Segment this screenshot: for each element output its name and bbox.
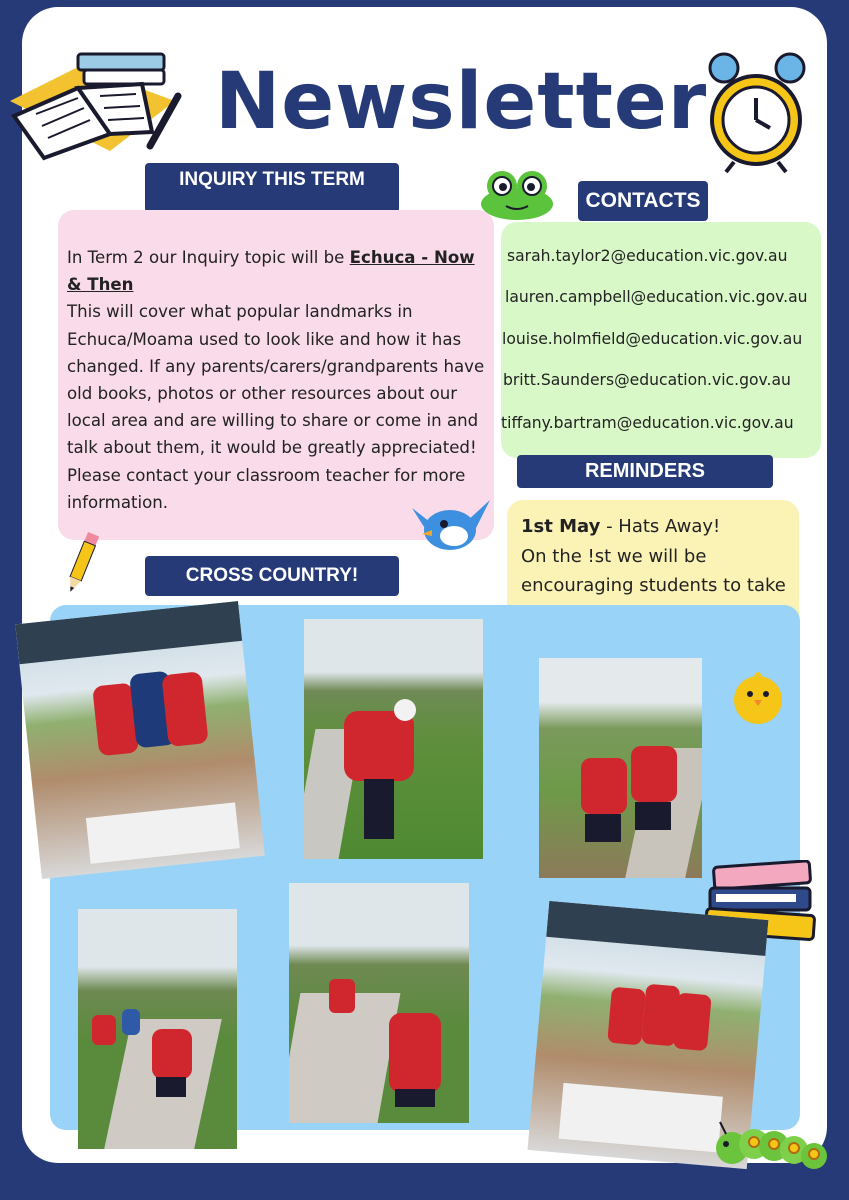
chick-icon: [728, 664, 788, 728]
runner-jumping-photo: [304, 619, 483, 859]
inquiry-topic: Echuca - Now & Then: [67, 248, 475, 295]
contact-email[interactable]: lauren.campbell@education.vic.gov.au: [505, 288, 808, 306]
open-book-icon: [0, 46, 186, 166]
page-title: Newsletter: [215, 57, 708, 147]
contact-email[interactable]: tiffany.bartram@education.vic.gov.au: [501, 414, 794, 432]
inquiry-body: This will cover what popular landmarks in Echuca/Moama used to look like and how it has changed. If any parents/carers/grandparents have old books, photos or other resources about our local area and are willing to share or come in and talk about them, it would be greatly appreciated! Please contact your classroom teacher for more information.: [67, 302, 485, 512]
alarm-clock-icon: [704, 46, 822, 174]
contact-email[interactable]: sarah.taylor2@education.vic.gov.au: [507, 247, 788, 265]
contacts-box: [501, 222, 821, 458]
contact-email[interactable]: louise.holmfield@education.vic.gov.au: [502, 330, 803, 348]
contact-email[interactable]: britt.Saunders@education.vic.gov.au: [503, 371, 791, 389]
pencil-icon: [60, 528, 104, 598]
bird-icon: [410, 494, 492, 556]
reminder-date: 1st May: [521, 516, 601, 537]
inquiry-box: [58, 210, 494, 540]
reminder-title: - Hats Away!: [600, 516, 721, 537]
contacts-heading: CONTACTS: [578, 181, 708, 221]
caterpillar-icon: [712, 1112, 836, 1178]
reminder-body: On the !st we will be encouraging students to take: [521, 545, 786, 596]
reminders-heading: REMINDERS: [517, 455, 773, 488]
podium-photo: [15, 601, 265, 879]
two-boys-photo: [539, 658, 702, 878]
inquiry-heading: INQUIRY THIS TERM: [145, 163, 399, 213]
cross-country-heading: CROSS COUNTRY!: [145, 556, 399, 596]
runners-path-photo: [78, 909, 237, 1149]
inquiry-intro: In Term 2 our Inquiry topic will be: [67, 248, 350, 267]
girl-running-photo: [289, 883, 469, 1123]
